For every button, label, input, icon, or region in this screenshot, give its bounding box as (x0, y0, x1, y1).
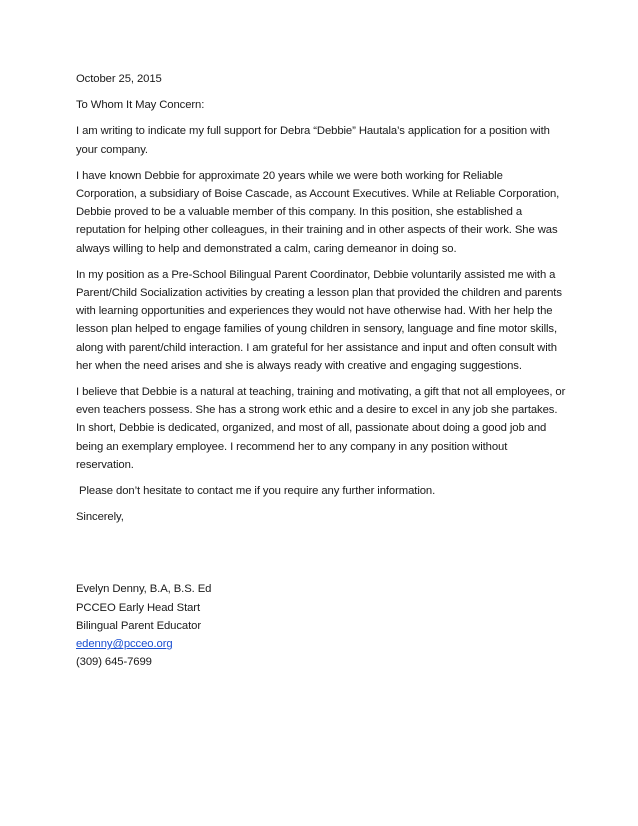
signature-organization: PCCEO Early Head Start (76, 601, 200, 614)
paragraph-recommendation: I believe that Debbie is a natural at teaching, training and motivating, a gift that not all employees, or even teachers possess. She has a strong work ethic and a desire to excel in any job she partakes. In short, Debbie is dedicated, organized, and most of all, passionate about doing a good job and being an exemplary employee. I recommend her to any company in any position without reservation. (76, 386, 566, 471)
paragraph-coordinator: In my position as a Pre-School Bilingual Parent Coordinator, Debbie voluntarily assisted me with a Parent/Child Socialization activities by creating a lesson plan that provided the children and parents with learning opportunities and experiences they would not have otherwise had. With her help the lesson plan helped to engage families of young children in sensory, language and fine motor skills, along with parent/child interaction. I am grateful for her assistance and input and often consult with her when the need arises and she is always ready with creative and engaging suggestions. (76, 268, 562, 372)
letter-salutation: To Whom It May Concern: (76, 99, 205, 112)
signature-phone: (309) 645-7699 (76, 656, 152, 669)
letter-date: October 25, 2015 (76, 73, 162, 85)
signature-title: Bilingual Parent Educator (76, 619, 201, 632)
signature-email-link[interactable]: edenny@pcceo.org (76, 638, 173, 651)
paragraph-contact: Please don’t hesitate to contact me if you require any further information. (76, 485, 436, 498)
signature-name: Evelyn Denny, B.A, B.S. Ed (76, 583, 212, 596)
letter-body (76, 70, 566, 671)
paragraph-history: I have known Debbie for approximate 20 years while we were both working for Reliable Corporation, a subsidiary of Boise Cascade, as Account Executives. While at Reliable Corporation, Debbie proved to be a valuable member of this company. In this position, she established a reputation for helping other colleagues, in their training and in other aspects of their work. She was always willing to help and demonstrated a calm, caring demeanor in doing so. (76, 169, 560, 255)
signature-block (76, 580, 566, 671)
paragraph-intro: I am writing to indicate my full support for Debra “Debbie” Hautala’s application for a position with your company. (76, 125, 550, 156)
letter-closing: Sincerely, (76, 511, 124, 524)
signature-space (76, 534, 566, 580)
